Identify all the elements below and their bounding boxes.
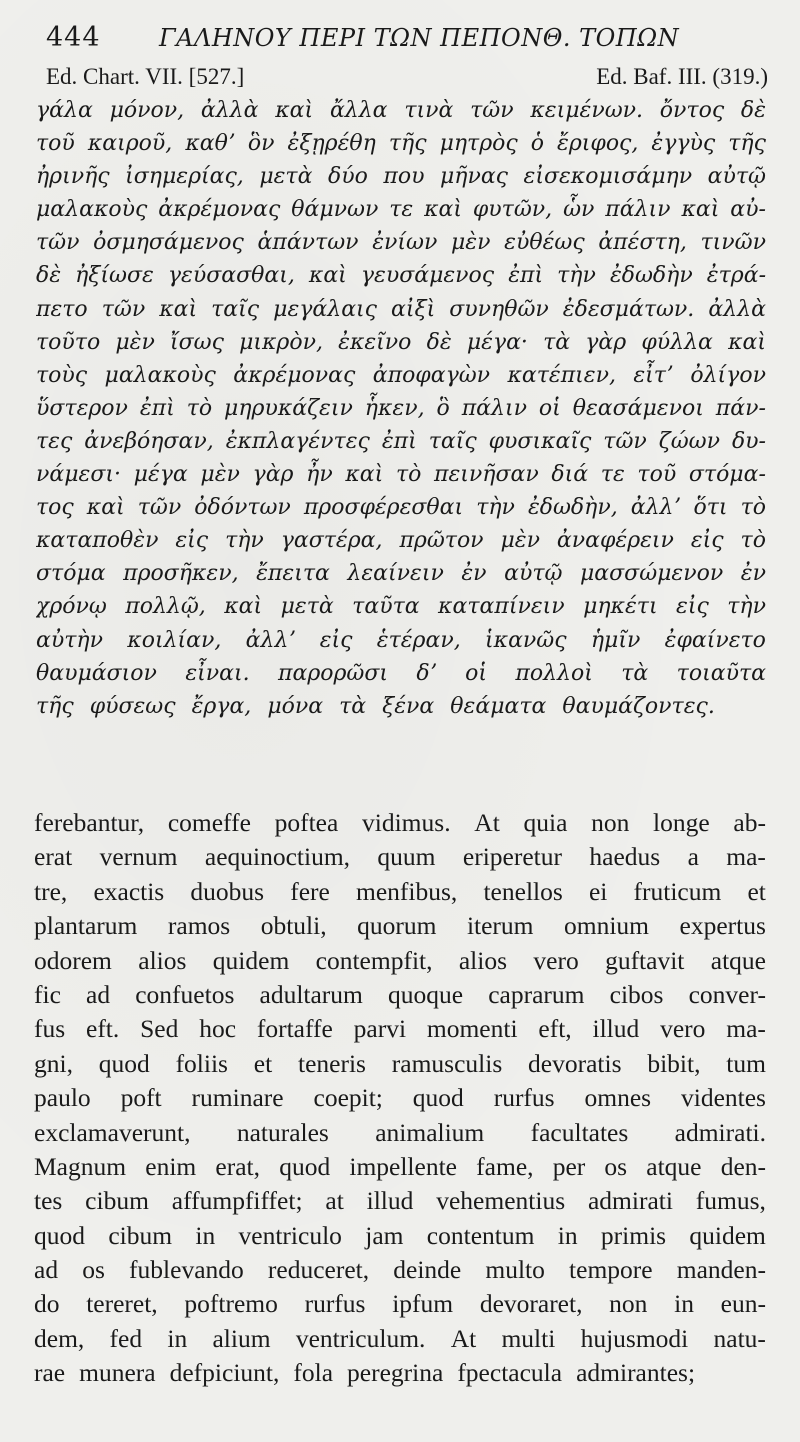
greek-text-line: μαλακοὺς ἀκρέμονας θάμνων τε καὶ φυτῶν, ὧν πάλιν καὶ αὐ- <box>36 197 766 223</box>
latin-text-line: ferebantur, comeffe poftea vidimus. At quia non longe ab- <box>34 808 766 837</box>
greek-text-line: τοῦ καιροῦ, καθʼ ὃν ἐξῃρέθη τῆς μητρὸς ὁ ἔριφος, ἐγγὺς τῆς <box>36 131 766 157</box>
latin-text-line: odorem alios quidem contempfit, alios vero guftavit atque <box>34 945 766 975</box>
latin-text-line: erat vernum aequinoctium, quum eriperetur haedus a ma- <box>34 842 766 872</box>
greek-text-line: αὐτὴν κοιλίαν, ἀλλʼ εἰς ἑτέραν, ἱκανῶς ἡμῖν ἐφαίνετο <box>36 627 766 653</box>
running-title: ΓΑΛΗΝΟΥ ΠΕΡΙ ΤΩΝ ΠΕΠΟΝΘ. ΤΟΠΩΝ <box>159 24 680 52</box>
greek-text-line: καταποθὲν εἰς τὴν γαστέρα, πρῶτον μὲν ἀναφέρειν εἰς τὸ <box>36 528 766 554</box>
edition-reference-line <box>46 64 768 94</box>
latin-text-block <box>34 806 766 1391</box>
page-number: 444 <box>46 22 101 53</box>
latin-text-line: tes cibum affumpfiffet; at illud vehementius admirati fumus, <box>34 1186 766 1216</box>
greek-text-line: τοὺς μαλακοὺς ἀκρέμονας ἀποφαγὼν κατέπιεν, εἶτʼ ὀλίγον <box>36 362 766 388</box>
greek-text-line: δὲ ἠξίωσε γεύσασθαι, καὶ γευσάμενος ἐπὶ τὴν ἐδωδὴν ἐτρά- <box>36 263 766 289</box>
greek-text-line: τοῦτο μὲν ἴσως μικρὸν, ἐκεῖνο δὲ μέγα· τὰ γὰρ φύλλα καὶ <box>36 329 766 355</box>
latin-text-line: do tereret, poftremo rurfus ipfum devoraret, non in eun- <box>34 1289 766 1319</box>
latin-text-line: paulo poft ruminare coepit; quod rurfus omnes videntes <box>34 1083 766 1113</box>
latin-text-line: plantarum ramos obtuli, quorum iterum omnium expertus <box>34 911 766 941</box>
greek-text-line: θαυμάσιον εἶναι. παρορῶσι δʼ οἱ πολλοὶ τὰ τοιαῦτα <box>36 660 766 686</box>
greek-text-line: τος καὶ τῶν ὀδόντων προσφέρεσθαι τὴν ἐδωδὴν, ἀλλʼ ὅτι τὸ <box>36 495 766 521</box>
greek-text-line: πετο τῶν καὶ ταῖς μεγάλαις αἰξὶ συνηθῶν ἐδεσμάτων. ἀλλὰ <box>36 296 766 322</box>
latin-text-line: exclamaverunt, naturales animalium facultates admirati. <box>34 1117 766 1147</box>
greek-text-line: ἠρινῆς ἰσημερίας, μετὰ δύο που μῆνας εἰσεκομισάμην αὐτῷ <box>36 164 766 190</box>
greek-text-line: στόμα προσῆκεν, ἔπειτα λεαίνειν ἐν αὐτῷ μασσώμενον ἐν <box>36 561 766 587</box>
latin-text-line: Magnum enim erat, quod impellente fame, per os atque den- <box>34 1151 766 1181</box>
greek-text-line: νάμεσι· μέγα μὲν γὰρ ἦν καὶ τὸ πεινῆσαν διά τε τοῦ στόμα- <box>36 462 766 488</box>
latin-text-line: fus eft. Sed hoc fortaffe parvi momenti eft, illud vero ma- <box>34 1014 766 1044</box>
latin-text-line: quod cibum in ventriculo jam contentum in primis quidem <box>34 1220 766 1250</box>
latin-text-line: dem, fed in alium ventriculum. At multi hujusmodi natu- <box>34 1323 766 1353</box>
latin-text-line: fic ad confuetos adultarum quoque caprarum cibos conver- <box>34 979 766 1009</box>
latin-text-line: tre, exactis duobus fere menfibus, tenellos ei fruticum et <box>34 876 766 906</box>
latin-text-line: gni, quod foliis et teneris ramusculis devoratis bibit, tum <box>34 1048 766 1078</box>
latin-text-line: ad os fublevando reduceret, deinde multo tempore manden- <box>34 1255 766 1285</box>
page-header <box>46 20 766 60</box>
greek-text-line: τῶν ὀσμησάμενος ἁπάντων ἐνίων μὲν εὐθέως ἀπέστη, τινῶν <box>36 230 766 256</box>
edition-chartier-reference: Ed. Chart. VII. [527.] <box>46 64 245 89</box>
greek-text-line: τῆς φύσεως ἔργα, μόνα τὰ ξένα θεάματα θαυμάζοντες. <box>36 693 715 719</box>
greek-text-line: χρόνῳ πολλῷ, καὶ μετὰ ταῦτα καταπίνειν μηκέτι εἰς τὴν <box>36 594 766 620</box>
edition-basel-reference: Ed. Baf. III. (319.) <box>596 64 768 89</box>
greek-text-line: γάλα μόνον, ἀλλὰ καὶ ἄλλα τινὰ τῶν κειμένων. ὄντος δὲ <box>36 98 766 123</box>
latin-text-line: rae munera defpiciunt, fola peregrina fpectacula admirantes; <box>34 1358 696 1388</box>
greek-text-block <box>36 94 766 723</box>
greek-text-line: ὕστερον ἐπὶ τὸ μηρυκάζειν ἧκεν, ὃ πάλιν οἱ θεασάμενοι πάν- <box>36 395 766 421</box>
greek-text-line: τες ἀνεβόησαν, ἐκπλαγέντες ἐπὶ ταῖς φυσικαῖς τῶν ζώων δυ- <box>36 428 766 454</box>
